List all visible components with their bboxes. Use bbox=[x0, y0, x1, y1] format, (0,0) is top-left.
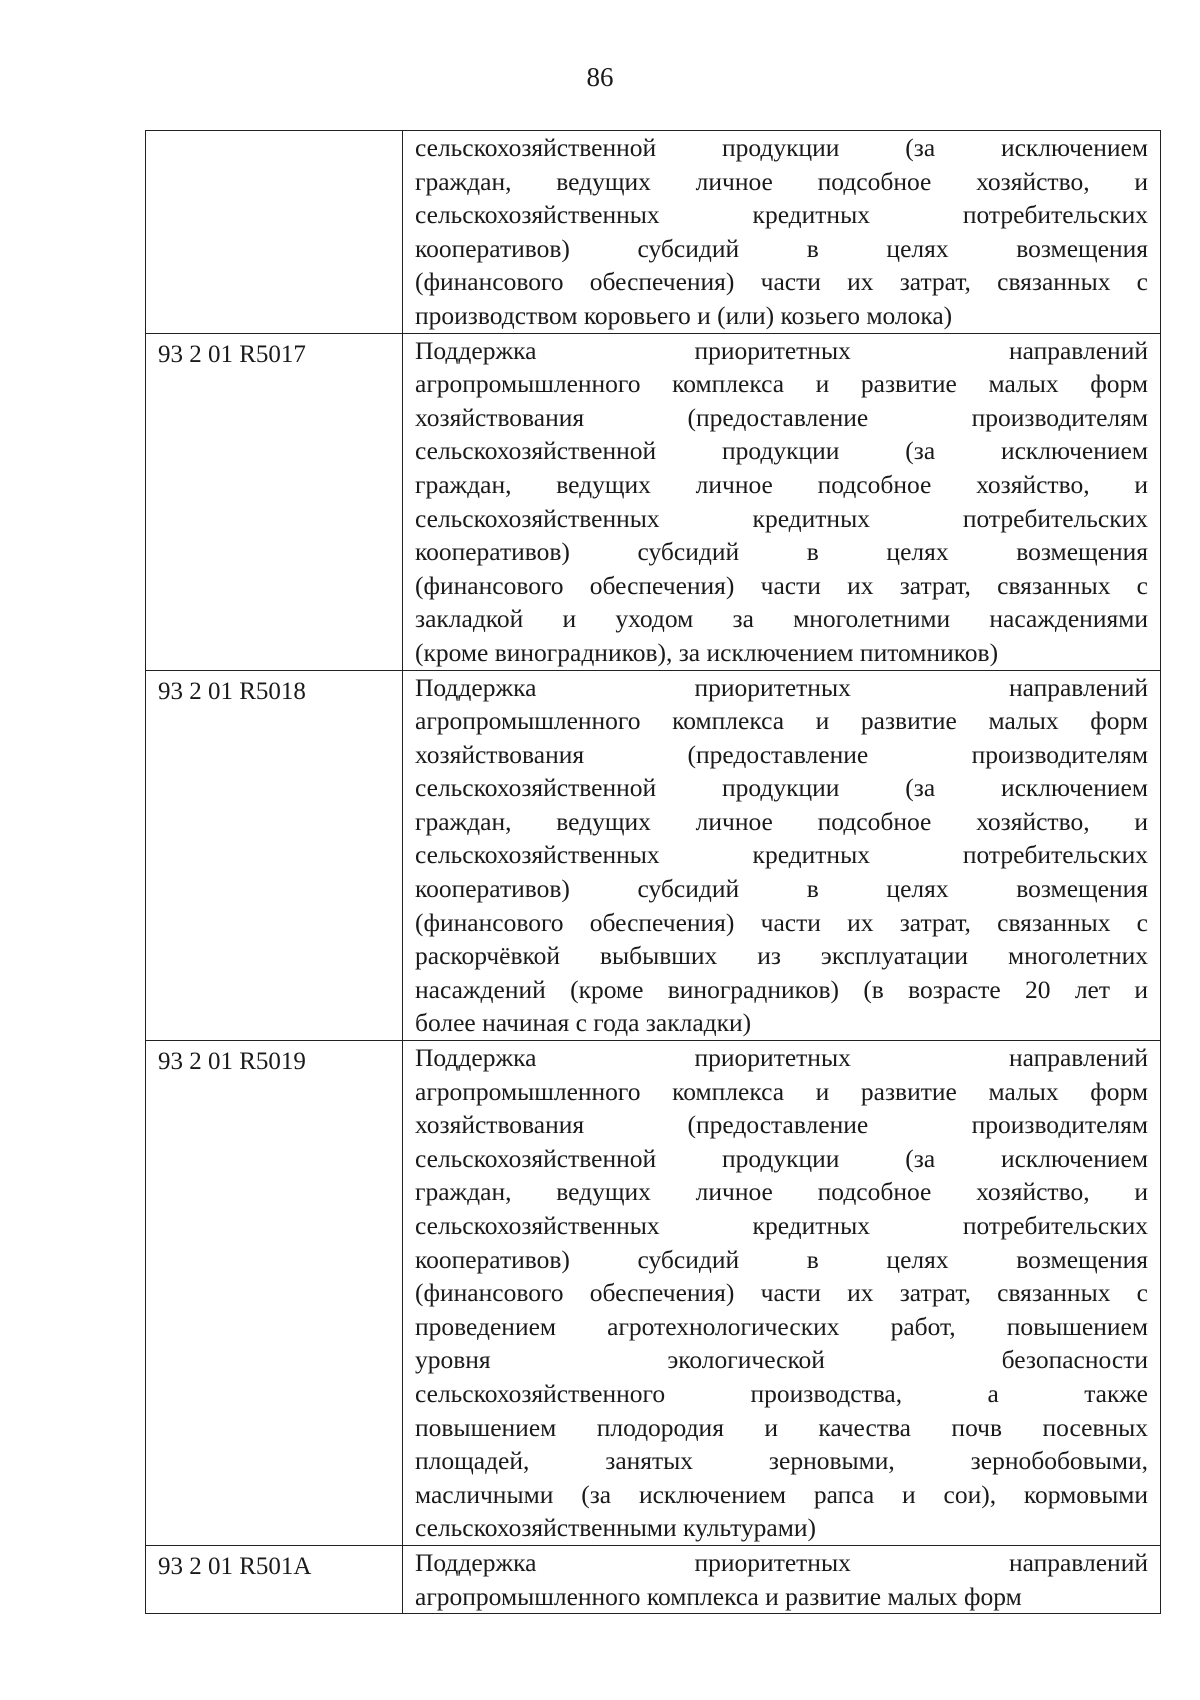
description-line: хозяйствования (предоставление производителям bbox=[415, 402, 1148, 432]
description-line: масличными (за исключением рапса и сои), кормовыми bbox=[415, 1479, 1148, 1509]
budget-code-cell: 93 2 01 R5017 bbox=[146, 333, 403, 670]
budget-code-cell: 93 2 01 R501A bbox=[146, 1545, 403, 1613]
description-line: повышением плодородия и качества почв посевных bbox=[415, 1412, 1148, 1442]
description-line: агропромышленного комплекса и развитие малых форм bbox=[415, 369, 1148, 399]
description-cell bbox=[403, 1041, 1161, 1546]
description-cell bbox=[403, 670, 1161, 1041]
description-cell bbox=[403, 1545, 1161, 1613]
description-line: агропромышленного комплекса и развитие малых форм bbox=[415, 706, 1148, 736]
budget-code-cell: 93 2 01 R5019 bbox=[146, 1041, 403, 1546]
description-line: кооперативов) субсидий в целях возмещения bbox=[415, 1244, 1148, 1274]
description-line: сельскохозяйственного производства, а также bbox=[415, 1378, 1148, 1408]
description-line: производством коровьего и (или) козьего молока) bbox=[415, 300, 953, 330]
description-line: (финансового обеспечения) части их затрат, связанных с bbox=[415, 267, 1148, 297]
budget-code-cell: 93 2 01 R5018 bbox=[146, 670, 403, 1041]
description-line: граждан, ведущих личное подсобное хозяйство, и bbox=[415, 1177, 1148, 1207]
description-line: площадей, занятых зерновыми, зернобобовыми, bbox=[415, 1446, 1148, 1476]
description-line: Поддержка приоритетных направлений bbox=[415, 1547, 1148, 1577]
description-line: раскорчёвкой выбывших из эксплуатации многолетних bbox=[415, 941, 1148, 971]
description-line: хозяйствования (предоставление производителям bbox=[415, 739, 1148, 769]
description-line: сельскохозяйственных кредитных потребительских bbox=[415, 840, 1148, 870]
description-line: граждан, ведущих личное подсобное хозяйство, и bbox=[415, 806, 1148, 836]
budget-code-table bbox=[145, 130, 1161, 1614]
description-line: сельскохозяйственных кредитных потребительских bbox=[415, 200, 1148, 230]
description-line: Поддержка приоритетных направлений bbox=[415, 335, 1148, 365]
description-line: хозяйствования (предоставление производителям bbox=[415, 1110, 1148, 1140]
table-body bbox=[146, 131, 1161, 1614]
description-line: закладкой и уходом за многолетними насаждениями bbox=[415, 604, 1148, 634]
table-row bbox=[146, 1545, 1161, 1613]
description-line: сельскохозяйственных кредитных потребительских bbox=[415, 503, 1148, 533]
description-line: граждан, ведущих личное подсобное хозяйство, и bbox=[415, 166, 1148, 196]
table-row bbox=[146, 1041, 1161, 1546]
description-line: проведением агротехнологических работ, повышением bbox=[415, 1311, 1148, 1341]
description-line: кооперативов) субсидий в целях возмещения bbox=[415, 233, 1148, 263]
description-line: сельскохозяйственных кредитных потребительских bbox=[415, 1211, 1148, 1240]
description-line: сельскохозяйственной продукции (за исключением bbox=[415, 133, 1148, 162]
table-row bbox=[146, 670, 1161, 1041]
description-line: сельскохозяйственной продукции (за исключением bbox=[415, 436, 1148, 466]
description-line: агропромышленного комплекса и развитие малых форм bbox=[415, 1076, 1148, 1106]
description-line: Поддержка приоритетных направлений bbox=[415, 672, 1148, 702]
description-line: сельскохозяйственной продукции (за исключением bbox=[415, 1143, 1148, 1173]
table-row bbox=[146, 333, 1161, 670]
page-number: 86 bbox=[586, 62, 614, 92]
description-line: насаждений (кроме виноградников) (в возрасте 20 лет и bbox=[415, 974, 1148, 1004]
description-line: (кроме виноградников), за исключением питомников) bbox=[415, 637, 999, 667]
table-row bbox=[146, 131, 1161, 334]
description-line: агропромышленного комплекса и развитие малых форм bbox=[415, 1581, 1022, 1611]
description-line: кооперативов) субсидий в целях возмещения bbox=[415, 537, 1148, 567]
description-line: граждан, ведущих личное подсобное хозяйство, и bbox=[415, 469, 1148, 499]
description-line: более начиная с года закладки) bbox=[415, 1008, 752, 1038]
description-line: (финансового обеспечения) части их затрат, связанных с bbox=[415, 1278, 1148, 1308]
description-line: сельскохозяйственной продукции (за исключением bbox=[415, 773, 1148, 803]
description-line: (финансового обеспечения) части их затрат, связанных с bbox=[415, 907, 1148, 937]
description-line: (финансового обеспечения) части их затрат, связанных с bbox=[415, 570, 1148, 600]
description-line: сельскохозяйственными культурами) bbox=[415, 1513, 817, 1543]
description-cell bbox=[403, 333, 1161, 670]
budget-code-cell bbox=[146, 131, 403, 334]
description-line: уровня экологической безопасности bbox=[415, 1345, 1148, 1375]
description-cell bbox=[403, 131, 1161, 334]
description-line: Поддержка приоритетных направлений bbox=[415, 1043, 1148, 1073]
description-line: кооперативов) субсидий в целях возмещения bbox=[415, 874, 1148, 904]
